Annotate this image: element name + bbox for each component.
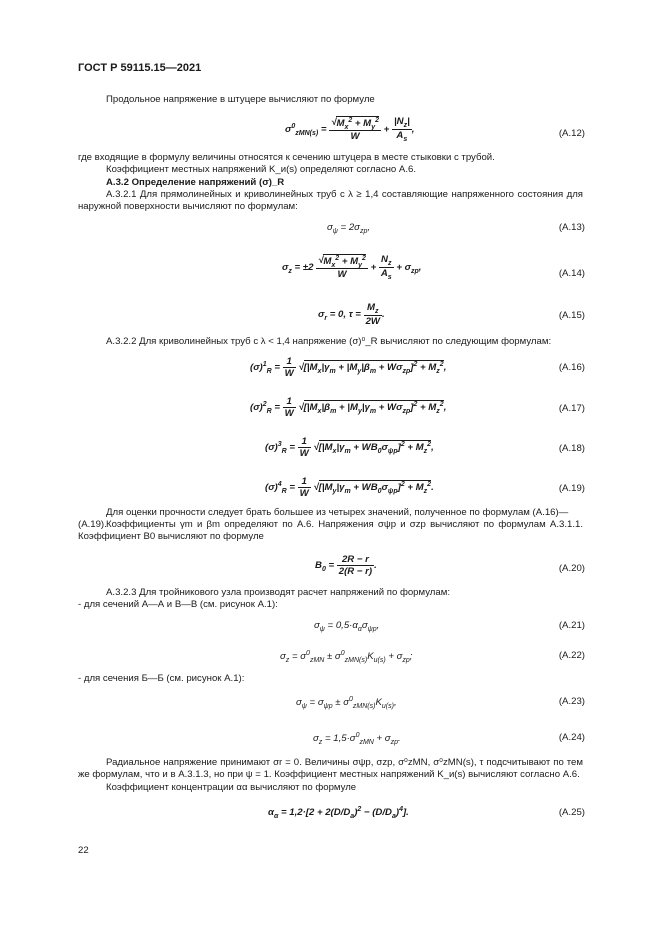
equation-a25: $\alpha_\alpha = 1,2\cdot[2 + 2(D/D_a)^2 - (D/D_a)^4]$. <box>268 806 409 821</box>
paragraph: Радиальное напряжение принимают σr = 0. Величины σψp, σzp, σ⁰zMN, σ⁰zMN(s), τ подсчитывают по тем же формулам, что и в А.3.1.3, но при ψ = 1. Коэффициент местных напряжений K_и(s) вычисляют согласно А.6. <box>78 757 583 781</box>
paragraph: А.3.2.3 Для тройникового узла производят расчет напряжений по формулам: <box>106 587 451 598</box>
equation-a14: $\sigma_z = \pm 2$ $\frac{√M_x^2 + M_y^2}{W}$ + $\frac{N_z}{A_s}$ + $\sigma_{zp}$, <box>282 254 422 281</box>
equation-number: (А.19) <box>558 483 585 494</box>
paragraph: Для оценки прочности следует брать большее из четырех значений, полученное по формулам (А.16)—(А.19). <box>78 507 569 531</box>
equation-a21: $\sigma_\psi = 0,5\cdot\alpha_\alpha\sigma_{\psi p}$, <box>314 620 380 633</box>
equation-a13: $\sigma_\psi = 2\sigma_{zp}$, <box>327 222 371 235</box>
equation-number: (А.15) <box>558 310 585 321</box>
paragraph: где входящие в формулу величины относятся к сечению штуцера в месте стыковки с трубой. <box>78 152 495 163</box>
equation-a15: $\sigma_r = 0$, τ = $\frac{M_z}{2W}$ . <box>318 302 385 327</box>
equation-number: (А.14) <box>558 268 585 279</box>
equation-a20: $B_0$ = $\frac{2R - r}{2(R - r)}$ . <box>315 554 377 577</box>
paragraph: Продольное напряжение в штуцере вычисляют по формуле <box>106 94 375 105</box>
document-header: ГОСТ Р 59115.15—2021 <box>78 62 202 74</box>
equation-a12: $\sigma^0_{zMN(s)}$ = $\frac{√M_x^2 + M_y^2}{W}$ + $\frac{|N_z|}{A_s}$ , <box>285 116 415 143</box>
equation-number: (А.22) <box>558 650 585 661</box>
equation-number: (А.17) <box>558 403 585 414</box>
page-number: 22 <box>78 845 89 856</box>
paragraph: - для сечений А—А и В—В (см. рисунок А.1): <box>78 599 278 610</box>
equation-a24: $\sigma_z = 1,5\cdot\sigma^0_{zMN} + \sigma_{zp}$. <box>313 732 401 747</box>
paragraph: - для сечения Б—Б (см. рисунок А.1): <box>78 673 245 684</box>
equation-a16: $(\sigma)^1_R$ = $\frac{1}{W}$ $√[|M_x|\gamma_m + |M_y|\beta_m + W\sigma_{zp}]^2 + M_z^2$, <box>250 356 447 379</box>
equation-number: (А.18) <box>558 443 585 454</box>
equation-a18: $(\sigma)^3_R$ = $\frac{1}{W}$ $√[|M_x|\gamma_m + WB_0\sigma_{\psi p}]^2 + M_z^2$, <box>265 436 434 459</box>
section-heading: А.3.2 Определение напряжений (σ)_R <box>106 177 285 188</box>
equation-number: (А.20) <box>558 563 585 574</box>
equation-number: (А.16) <box>558 362 585 373</box>
equation-a22: $\sigma_z = \sigma^0_{zMN} \pm \sigma^0_{zMN(s)}K_{и(s)} + \sigma_{zp}$; <box>280 650 413 665</box>
equation-a23: $\sigma_\psi = \sigma_{\psi p} \pm \sigma^0_{zMN(s)}K_{и(s)}$, <box>296 696 397 711</box>
equation-number: (А.25) <box>558 807 585 818</box>
paragraph: Коэффициент местных напряжений K_и(s) определяют согласно А.6. <box>106 164 416 175</box>
equation-number: (А.23) <box>558 696 585 707</box>
equation-a17: $(\sigma)^2_R$ = $\frac{1}{W}$ $√[|M_x|\beta_m + |M_y|\gamma_m + W\sigma_{zp}]^2 + M_z^2$, <box>250 396 447 419</box>
equation-number: (А.24) <box>558 732 585 743</box>
equation-number: (А.13) <box>558 222 585 233</box>
equation-a19: $(\sigma)^4_R$ = $\frac{1}{W}$ $√[|M_y|\gamma_m + WB_0\sigma_{\psi p}]^2 + M_z^2$. <box>265 476 434 499</box>
paragraph: Коэффициенты γm и βm определяют по А.6. Напряжения σψp и σzp вычисляют по формулам А.3.1.1. Коэффициент B0 вычисляют по формуле <box>78 519 583 543</box>
equation-number: (А.12) <box>558 128 585 139</box>
paragraph: Коэффициент концентрации αα вычисляют по формуле <box>106 782 357 793</box>
paragraph: А.3.2.1 Для прямолинейных и криволинейных труб с λ ≥ 1,4 составляющие напряженного состояния для наружной поверхности вычисляют по формулам: <box>78 189 583 213</box>
equation-number: (А.21) <box>558 620 585 631</box>
paragraph: А.3.2.2 Для криволинейных труб с λ < 1,4 напряжение (σ)⁰_R вычисляют по следующим формулам: <box>106 336 552 347</box>
